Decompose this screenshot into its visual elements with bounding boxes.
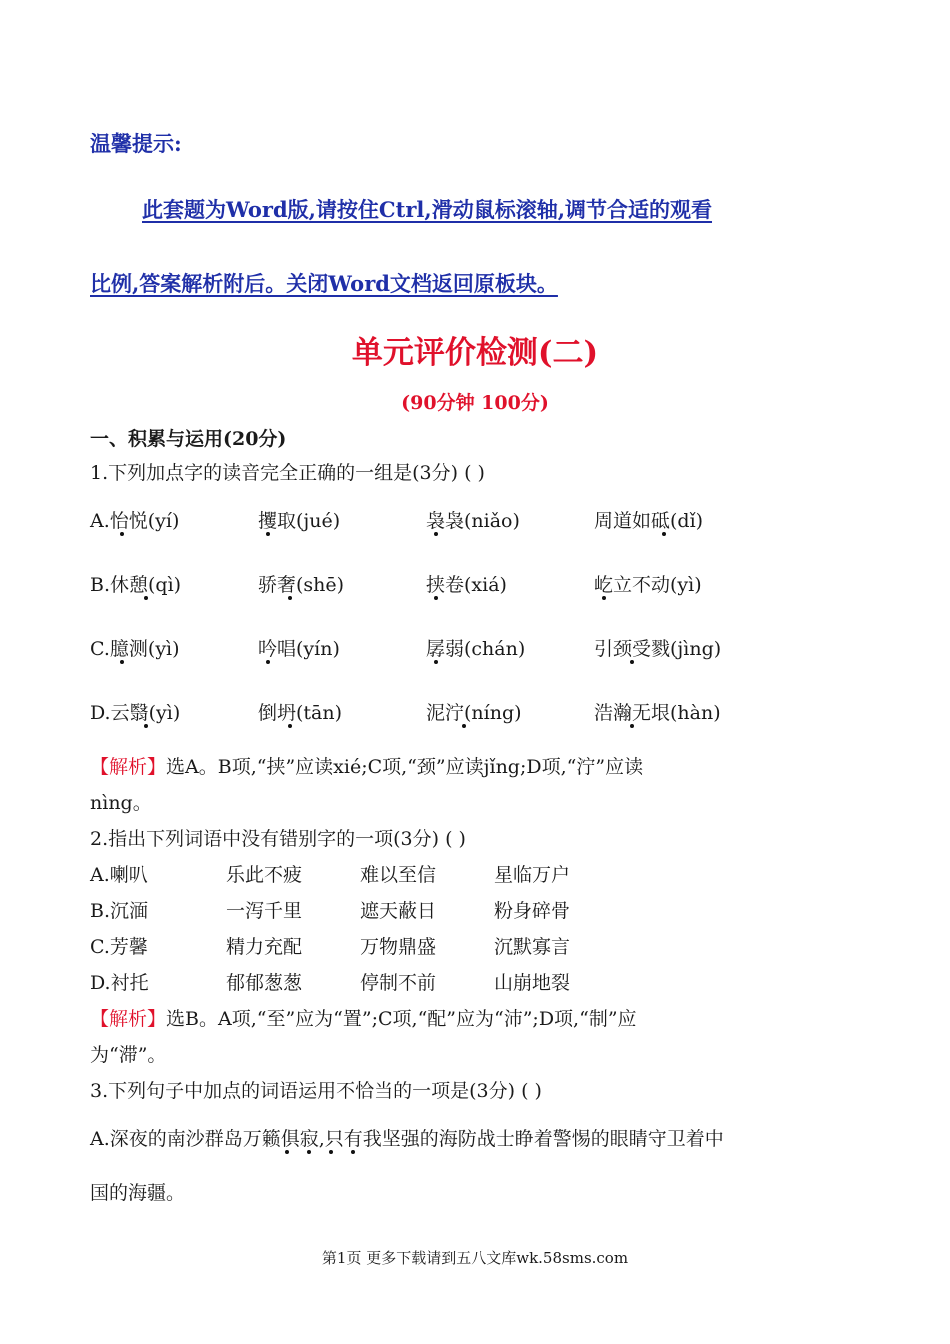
emphasis-dot	[662, 532, 666, 536]
document-subtitle: (90分钟 100分)	[401, 392, 549, 414]
q2-option-d-3: 停制不前	[360, 972, 437, 994]
q1-option-a-2: 攫取(jué)	[258, 510, 341, 532]
q1-answer-line-1	[90, 752, 643, 779]
emphasis-dot	[120, 532, 124, 536]
emphasis-dot	[144, 596, 148, 600]
q2-option-d-1: D.衬托	[90, 972, 149, 994]
emphasis-dot	[434, 596, 438, 600]
q1-option-c-3: 孱弱(chán)	[426, 638, 526, 660]
q2-option-c-1: C.芳馨	[90, 936, 148, 958]
q1-option-c-2: 吟唱(yín)	[258, 638, 340, 660]
q2-option-a-3: 难以至信	[360, 864, 437, 886]
tip-line-2: 比例,答案解析附后。关闭Word文档返回原板块。	[90, 271, 558, 296]
q1-option-b-4: 屹立不动(yì)	[594, 574, 702, 596]
q2-option-a-4: 星临万户	[494, 864, 571, 886]
q2-option-b-4: 粉身碎骨	[494, 900, 571, 922]
q1-option-d-3: 泥泞(níng)	[426, 702, 522, 724]
q3-option-a-line-1: A.深夜的南沙群岛万籁俱寂,只有我坚强的海防战士睁着警惕的眼睛守卫着中	[90, 1128, 724, 1150]
q1-option-a-4: 周道如砥(dǐ)	[594, 510, 704, 532]
q2-answer-line-1	[90, 1004, 637, 1031]
emphasis-dot	[351, 1150, 355, 1154]
q1-option-a-1: A.怡悦(yí)	[90, 510, 180, 532]
question-3-stem: 3.下列句子中加点的词语运用不恰当的一项是(3分) ( )	[90, 1080, 542, 1102]
question-1-stem: 1.下列加点字的读音完全正确的一组是(3分) ( )	[90, 462, 485, 484]
emphasis-dot	[288, 724, 292, 728]
emphasis-dot	[434, 660, 438, 664]
q1-answer-line-2: nìng。	[90, 792, 152, 814]
q2-option-d-2: 郁郁葱葱	[226, 972, 303, 994]
tip-title: 温馨提示:	[90, 131, 182, 156]
q2-option-c-3: 万物鼎盛	[360, 936, 437, 958]
emphasis-dot	[266, 532, 270, 536]
q2-answer-line-2: 为“滞”。	[90, 1044, 167, 1066]
emphasis-dot	[462, 724, 466, 728]
question-2-stem: 2.指出下列词语中没有错别字的一项(3分) ( )	[90, 828, 466, 850]
emphasis-dot	[602, 596, 606, 600]
q2-option-b-3: 遮天蔽日	[360, 900, 437, 922]
q2-option-a-2: 乐此不疲	[226, 864, 303, 886]
section-heading: 一、积累与运用(20分)	[90, 428, 287, 450]
q2-option-d-4: 山崩地裂	[494, 972, 571, 994]
emphasis-dot	[329, 1150, 333, 1154]
q2-option-b-1: B.沉湎	[90, 900, 149, 922]
q1-option-d-1: D.云翳(yì)	[90, 702, 181, 724]
q3-option-a-line-2: 国的海疆。	[90, 1182, 186, 1204]
page-footer: 第1页 更多下载请到五八文库wk.58sms.com	[321, 1249, 629, 1267]
emphasis-dot	[285, 1150, 289, 1154]
q2-option-a-1: A.喇叭	[90, 864, 148, 886]
q1-option-b-3: 挟卷(xiá)	[426, 574, 507, 596]
emphasis-dot	[307, 1150, 311, 1154]
answer-tag: 【解析】	[90, 756, 167, 778]
tip-line-1: 此套题为Word版,请按住Ctrl,滑动鼠标滚轴,调节合适的观看	[142, 197, 713, 222]
q1-option-a-3: 袅袅(niǎo)	[426, 510, 520, 532]
q1-option-d-4: 浩瀚无垠(hàn)	[594, 702, 721, 724]
emphasis-dot	[144, 724, 148, 728]
answer-text: 选B。A项,“至”应为“置”;C项,“配”应为“沛”;D项,“制”应	[166, 1008, 637, 1030]
emphasis-dot	[120, 660, 124, 664]
q2-option-b-2: 一泻千里	[226, 900, 303, 922]
q2-option-c-4: 沉默寡言	[494, 936, 571, 958]
q1-option-d-2: 倒坍(tān)	[258, 702, 343, 724]
q1-option-b-2: 骄奢(shē)	[258, 574, 345, 596]
document-title: 单元评价检测(二)	[351, 335, 599, 371]
q2-option-c-2: 精力充配	[226, 936, 303, 958]
emphasis-dot	[630, 724, 634, 728]
q1-option-c-1: C.臆测(yì)	[90, 638, 180, 660]
q1-option-c-4: 引颈受戮(jìng)	[594, 638, 722, 660]
emphasis-dot	[434, 532, 438, 536]
q1-option-b-1: B.休憩(qì)	[90, 574, 182, 596]
emphasis-dot	[630, 660, 634, 664]
answer-tag: 【解析】	[90, 1008, 167, 1030]
emphasis-dot	[288, 596, 292, 600]
emphasis-dot	[266, 660, 270, 664]
answer-text: 选A。B项,“挟”应读xié;C项,“颈”应读jǐng;D项,“泞”应读	[166, 756, 644, 778]
